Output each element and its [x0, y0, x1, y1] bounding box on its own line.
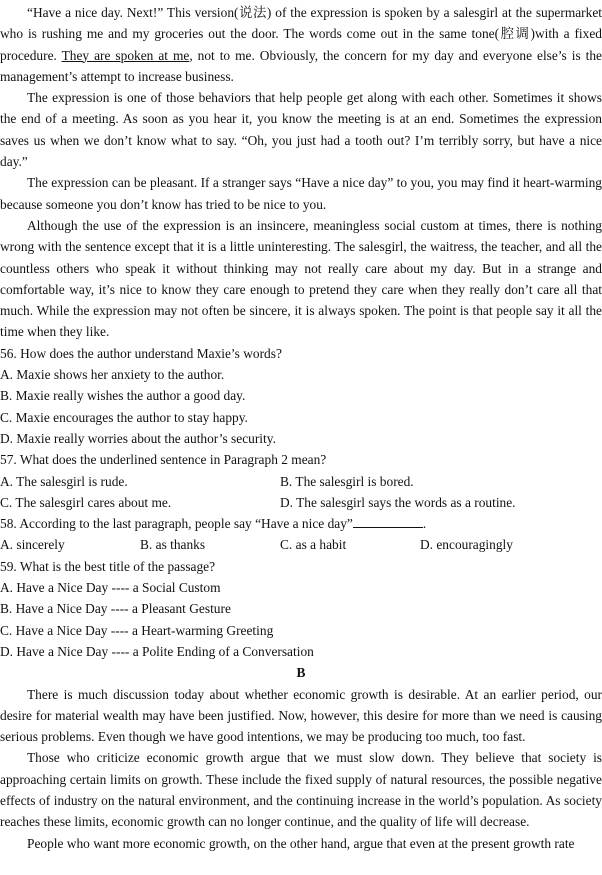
options-row [0, 492, 602, 513]
option-c[interactable]: C. Have a Nice Day ---- a Heart-warming Greeting [0, 622, 274, 638]
question-59 [0, 556, 602, 662]
question-57 [0, 449, 602, 513]
option-d[interactable]: D. Have a Nice Day ---- a Polite Ending of a Conversation [0, 643, 314, 659]
passage-a-paragraph-1 [0, 2, 602, 87]
option-a[interactable]: A. sincerely [0, 537, 65, 553]
option-a[interactable]: A. Maxie shows her anxiety to the author. [0, 367, 225, 383]
option-d[interactable]: D. encouragingly [420, 537, 513, 553]
passage-a-paragraph-2: The expression is one of those behaviors that help people get along with each other. Sometimes it shows the end of a meeting. As soon as you hear it, you know the meeting is at an end. Sometimes the expression saves us when we don’t know what to say. “Oh, you just had a tooth out? I’m terribly sorry, but have a nice day.” [0, 90, 602, 170]
question-stem-line [0, 513, 602, 534]
option-b[interactable]: B. The salesgirl is bored. [280, 473, 414, 489]
question-stem: 56. How does the author understand Maxie’s words? [0, 345, 282, 361]
option-c[interactable]: C. The salesgirl cares about me. [0, 494, 172, 510]
option-a[interactable]: A. The salesgirl is rude. [0, 473, 128, 489]
option-c[interactable]: C. Maxie encourages the author to stay happy. [0, 409, 248, 425]
passage-b-paragraph-2: Those who criticize economic growth argue that we must slow down. They believe that society is approaching certain limits on growth. These include the fixed supply of natural resources, the possible negative effects of industry on the natural environment, and the continuing increase in the world’s population. As society reaches these limits, economic growth can no longer continue, and the quality of life will decrease. [0, 750, 602, 830]
stem-period: . [422, 516, 427, 532]
answer-blank[interactable] [353, 515, 423, 528]
underlined-sentence: They are spoken at me [61, 47, 190, 63]
option-d[interactable]: D. The salesgirl says the words as a routine. [280, 494, 516, 510]
option-b[interactable]: B. as thanks [140, 537, 206, 553]
question-stem: 59. What is the best title of the passage? [0, 558, 216, 574]
question-stem: 57. What does the underlined sentence in Paragraph 2 mean? [0, 452, 327, 468]
option-a[interactable]: A. Have a Nice Day ---- a Social Custom [0, 580, 221, 596]
section-heading-b: B [296, 665, 306, 681]
options-row [0, 534, 602, 555]
paragraph-text: , not to me. Obviously, the concern for my day and everyone else’s is the management’s attempt to increase business. [0, 47, 602, 84]
passage-b-paragraph-3: People who want more economic growth, on the other hand, argue that even at the present growth rate [27, 835, 575, 851]
question-stem: 58. According to the last paragraph, people say “Have a nice day” [0, 516, 353, 532]
passage-a-paragraph-3: The expression can be pleasant. If a stranger says “Have a nice day” to you, you may find it heart-warming because someone you don’t know has tried to be nice to you. [0, 175, 602, 212]
option-b[interactable]: B. Have a Nice Day ---- a Pleasant Gesture [0, 601, 231, 617]
passage-a-paragraph-4: Although the use of the expression is an insincere, meaningless social custom at times, there is nothing wrong with the sentence except that it is a little uninteresting. The salesgirl, the waitress, the teacher, and all the countless others who speak it without thinking may not really care about my day. But in a strange and comfortable way, it’s nice to know they care enough to pretend they care when they really don’t care all that much. While the expression may not often be sincere, it is always spoken. The point is that people say it all the time when they like. [0, 217, 602, 340]
option-c[interactable]: C. as a habit [280, 537, 347, 553]
question-56 [0, 343, 602, 449]
question-58 [0, 513, 602, 556]
option-d[interactable]: D. Maxie really worries about the author’s security. [0, 430, 276, 446]
options-row [0, 471, 602, 492]
paragraph-text: “Have a nice day. Next!” This version(说法) of the expression is spoken by a salesgirl at the supermarket who is rushing me and my groceries out the door. The words come out in the same tone(腔调)with a fixed procedure. [0, 5, 602, 63]
passage-b-paragraph-1: There is much discussion today about whether economic growth is desirable. At an earlier period, our desire for material wealth may have been justified. Now, however, this desire for more than we need is causing serious problems. Even though we have good intentions, we may be producing too much, too fast. [0, 686, 602, 745]
option-b[interactable]: B. Maxie really wishes the author a good day. [0, 388, 246, 404]
